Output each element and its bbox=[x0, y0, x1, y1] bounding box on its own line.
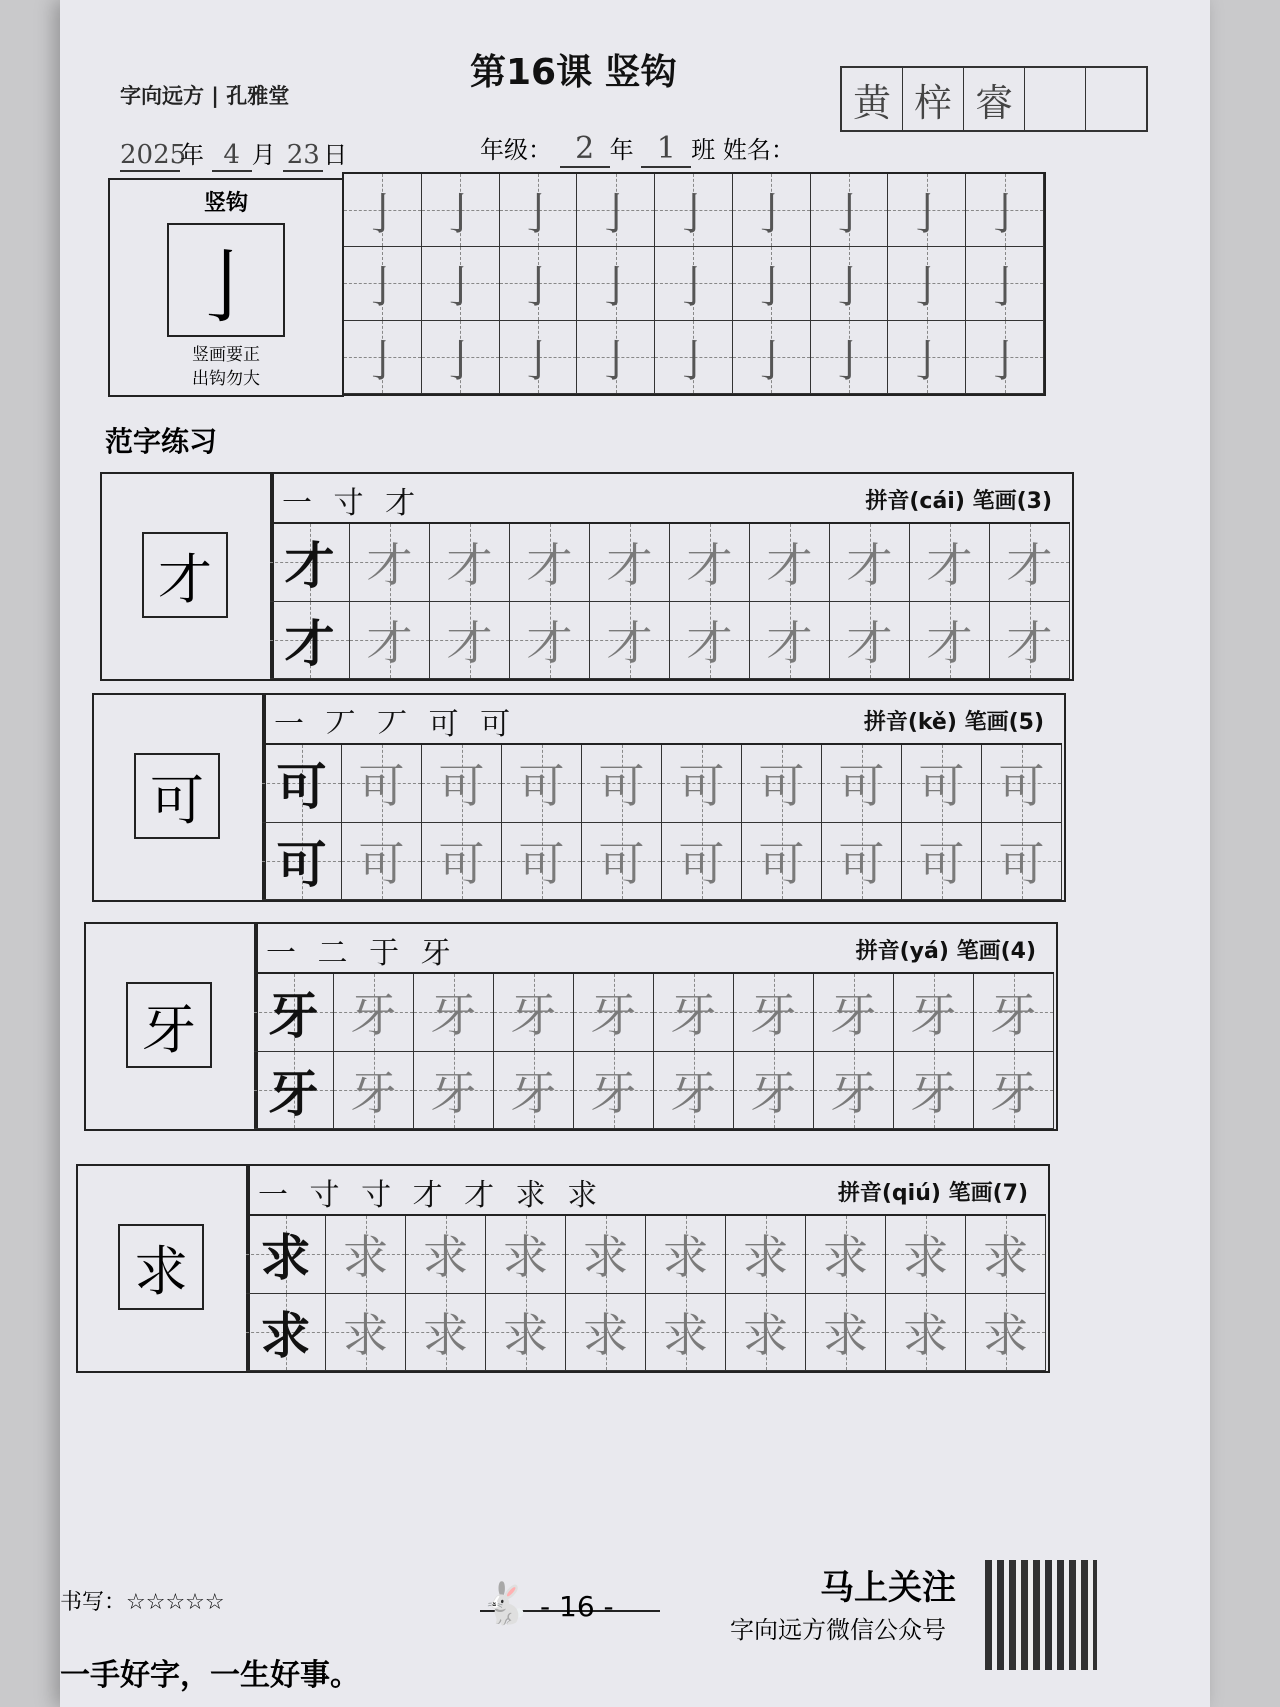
char-practice-cell[interactable] bbox=[726, 1216, 806, 1294]
date-month: 4 bbox=[212, 140, 252, 172]
stroke-demo-diagram bbox=[167, 223, 285, 337]
stroke-practice-cell[interactable] bbox=[500, 321, 578, 394]
stroke-practice-cell[interactable] bbox=[577, 247, 655, 320]
char-practice-area bbox=[254, 922, 1058, 1131]
stroke-practice-glyph: 亅 bbox=[593, 335, 638, 387]
char-trace: 才 bbox=[526, 538, 573, 593]
char-model-copy: 才 bbox=[284, 613, 335, 673]
year-label: 年 bbox=[180, 141, 204, 169]
char-trace: 可 bbox=[678, 836, 725, 891]
char-trace: 才 bbox=[606, 538, 653, 593]
stroke-practice-cell[interactable] bbox=[888, 174, 966, 247]
char-practice-cell[interactable] bbox=[342, 823, 422, 901]
char-model-glyph: 牙 bbox=[126, 982, 212, 1068]
strokes-label: 笔画(3) bbox=[972, 489, 1052, 514]
char-practice-grid bbox=[270, 522, 1070, 679]
pinyin-strokes bbox=[865, 484, 1052, 515]
char-practice-cell[interactable] bbox=[734, 974, 814, 1052]
char-trace: 牙 bbox=[990, 1065, 1037, 1120]
pinyin-strokes bbox=[856, 934, 1036, 965]
char-practice-cell[interactable] bbox=[726, 1294, 806, 1372]
stroke-practice-cell[interactable] bbox=[655, 321, 733, 394]
char-model-glyph: 可 bbox=[134, 753, 220, 839]
pinyin-label: 拼音(cái) bbox=[865, 489, 965, 514]
char-trace: 求 bbox=[982, 1307, 1029, 1362]
stroke-practice-cell[interactable] bbox=[733, 321, 811, 394]
stroke-tip-1: 竖画要正 bbox=[192, 345, 260, 365]
char-practice-grid bbox=[262, 743, 1062, 900]
stroke-practice-glyph: 亅 bbox=[982, 262, 1027, 314]
char-model-copy: 牙 bbox=[268, 1063, 319, 1123]
char-practice-cell[interactable] bbox=[334, 1052, 414, 1130]
char-trace: 才 bbox=[766, 538, 813, 593]
stroke-practice-cell[interactable] bbox=[655, 174, 733, 247]
stroke-practice-glyph: 亅 bbox=[515, 335, 560, 387]
char-model-copy: 牙 bbox=[268, 986, 319, 1046]
char-practice-cell[interactable] bbox=[262, 823, 342, 901]
rabbit-icon: 🐇 bbox=[480, 1581, 530, 1627]
stroke-practice-cell[interactable] bbox=[733, 247, 811, 320]
char-practice-cell[interactable] bbox=[894, 974, 974, 1052]
char-practice-cell[interactable] bbox=[262, 745, 342, 823]
char-trace: 可 bbox=[438, 836, 485, 891]
stroke-practice-glyph: 亅 bbox=[749, 335, 794, 387]
writing-rating bbox=[60, 1585, 225, 1616]
char-practice-cell[interactable] bbox=[510, 602, 590, 680]
char-trace: 才 bbox=[1006, 615, 1053, 670]
char-trace: 可 bbox=[518, 836, 565, 891]
char-trace: 求 bbox=[902, 1307, 949, 1362]
char-practice-cell[interactable] bbox=[974, 1052, 1054, 1130]
stroke-practice-cell[interactable] bbox=[966, 321, 1044, 394]
pinyin-label: 拼音(kě) bbox=[863, 710, 957, 735]
strokes-label: 笔画(4) bbox=[956, 939, 1036, 964]
name-char-5 bbox=[1086, 68, 1146, 130]
stroke-practice-glyph: 亅 bbox=[360, 189, 405, 241]
char-trace: 牙 bbox=[350, 1065, 397, 1120]
stroke-practice-cell[interactable] bbox=[966, 174, 1044, 247]
stroke-practice-glyph: 亅 bbox=[593, 189, 638, 241]
stroke-practice-glyph: 亅 bbox=[749, 262, 794, 314]
name-char-1: 黄 bbox=[842, 68, 903, 130]
char-practice-cell[interactable] bbox=[590, 524, 670, 602]
char-practice-cell[interactable] bbox=[662, 823, 742, 901]
char-practice-area bbox=[262, 693, 1066, 902]
stroke-practice-cell[interactable] bbox=[500, 174, 578, 247]
char-practice-cell[interactable] bbox=[742, 823, 822, 901]
char-practice-cell[interactable] bbox=[670, 524, 750, 602]
follow-label: 马上关注 bbox=[820, 1568, 956, 1608]
char-practice-cell[interactable] bbox=[342, 745, 422, 823]
char-practice-cell[interactable] bbox=[502, 823, 582, 901]
stroke-practice-glyph: 亅 bbox=[438, 189, 483, 241]
char-practice-cell[interactable] bbox=[654, 974, 734, 1052]
char-model-box bbox=[76, 1164, 250, 1373]
char-practice-cell[interactable] bbox=[270, 524, 350, 602]
stroke-order: 一 丆 丆 可 可 bbox=[274, 707, 517, 742]
stroke-practice-glyph: 亅 bbox=[827, 335, 872, 387]
char-trace: 牙 bbox=[430, 1065, 477, 1120]
char-trace: 才 bbox=[446, 538, 493, 593]
char-trace: 可 bbox=[998, 836, 1045, 891]
char-trace: 可 bbox=[598, 836, 645, 891]
char-practice-cell[interactable] bbox=[830, 524, 910, 602]
stroke-practice-cell[interactable] bbox=[344, 247, 422, 320]
char-practice-grid bbox=[254, 972, 1054, 1129]
char-practice-cell[interactable] bbox=[494, 1052, 574, 1130]
char-practice-cell[interactable] bbox=[886, 1216, 966, 1294]
strokes-label: 笔画(7) bbox=[948, 1181, 1028, 1206]
stroke-practice-cell[interactable] bbox=[422, 174, 500, 247]
char-practice-cell[interactable] bbox=[574, 1052, 654, 1130]
char-practice-cell[interactable] bbox=[910, 524, 990, 602]
char-model-box bbox=[84, 922, 258, 1131]
stroke-practice-cell[interactable] bbox=[422, 247, 500, 320]
char-practice-cell[interactable] bbox=[590, 602, 670, 680]
name-grid bbox=[840, 66, 1148, 132]
grade-value: 2 bbox=[560, 131, 610, 168]
stroke-practice-cell[interactable] bbox=[888, 247, 966, 320]
class-value: 1 bbox=[641, 131, 691, 168]
char-trace: 牙 bbox=[510, 988, 557, 1043]
char-trace: 可 bbox=[758, 759, 805, 814]
char-trace: 求 bbox=[582, 1230, 629, 1285]
char-practice-cell[interactable] bbox=[982, 823, 1062, 901]
char-practice-area bbox=[270, 472, 1074, 681]
char-trace: 求 bbox=[342, 1230, 389, 1285]
stroke-demo-title: 竖钩 bbox=[203, 191, 248, 216]
char-trace: 才 bbox=[366, 538, 413, 593]
char-practice-cell[interactable] bbox=[742, 745, 822, 823]
stroke-practice-cell[interactable] bbox=[500, 247, 578, 320]
char-trace: 求 bbox=[422, 1230, 469, 1285]
char-practice-cell[interactable] bbox=[654, 1052, 734, 1130]
char-practice-cell[interactable] bbox=[414, 974, 494, 1052]
char-practice-cell[interactable] bbox=[414, 1052, 494, 1130]
char-practice-cell[interactable] bbox=[502, 745, 582, 823]
char-model-box bbox=[92, 693, 266, 902]
char-trace: 求 bbox=[502, 1307, 549, 1362]
stroke-practice-glyph: 亅 bbox=[360, 262, 405, 314]
char-practice-cell[interactable] bbox=[486, 1294, 566, 1372]
char-trace: 牙 bbox=[910, 988, 957, 1043]
stroke-practice-glyph: 亅 bbox=[749, 189, 794, 241]
pinyin-strokes bbox=[838, 1176, 1028, 1207]
char-practice-cell[interactable] bbox=[406, 1216, 486, 1294]
account-label: 字向远方微信公众号 bbox=[730, 1616, 946, 1644]
char-trace: 可 bbox=[838, 836, 885, 891]
char-model-copy: 可 bbox=[276, 757, 327, 817]
char-trace: 才 bbox=[926, 615, 973, 670]
char-practice-cell[interactable] bbox=[982, 745, 1062, 823]
char-model-box bbox=[100, 472, 274, 681]
char-practice-cell[interactable] bbox=[246, 1294, 326, 1372]
char-practice-cell[interactable] bbox=[886, 1294, 966, 1372]
stroke-practice-cell[interactable] bbox=[966, 247, 1044, 320]
char-practice-cell[interactable] bbox=[326, 1216, 406, 1294]
char-practice-cell[interactable] bbox=[734, 1052, 814, 1130]
char-trace: 求 bbox=[662, 1307, 709, 1362]
char-practice-cell[interactable] bbox=[254, 1052, 334, 1130]
char-trace: 求 bbox=[982, 1230, 1029, 1285]
char-trace: 才 bbox=[766, 615, 813, 670]
char-practice-cell[interactable] bbox=[902, 823, 982, 901]
stroke-demo-box bbox=[108, 178, 344, 397]
char-practice-cell[interactable] bbox=[582, 823, 662, 901]
char-practice-cell[interactable] bbox=[974, 974, 1054, 1052]
char-trace: 才 bbox=[926, 538, 973, 593]
char-practice-cell[interactable] bbox=[510, 524, 590, 602]
stroke-tip-2: 出钩勿大 bbox=[192, 369, 260, 389]
char-trace: 求 bbox=[742, 1307, 789, 1362]
stroke-practice-glyph: 亅 bbox=[904, 335, 949, 387]
stroke-practice-glyph: 亅 bbox=[827, 262, 872, 314]
char-trace: 可 bbox=[358, 759, 405, 814]
page-title: 第16课 竖钩 bbox=[470, 52, 677, 93]
char-trace: 可 bbox=[598, 759, 645, 814]
char-practice-cell[interactable] bbox=[574, 974, 654, 1052]
stroke-practice-glyph: 亅 bbox=[438, 335, 483, 387]
stroke-practice-cell[interactable] bbox=[344, 174, 422, 247]
grade-class-line bbox=[480, 130, 795, 168]
stroke-practice-cell[interactable] bbox=[811, 247, 889, 320]
char-trace: 牙 bbox=[590, 988, 637, 1043]
slogan: 一手好字，一生好事。 bbox=[60, 1658, 360, 1693]
char-practice-grid bbox=[246, 1214, 1046, 1371]
stroke-practice-glyph: 亅 bbox=[671, 262, 716, 314]
char-trace: 求 bbox=[822, 1230, 869, 1285]
char-trace: 才 bbox=[366, 615, 413, 670]
char-practice-cell[interactable] bbox=[822, 823, 902, 901]
stroke-order: 一 寸 寸 才 才 求 求 bbox=[258, 1178, 604, 1213]
char-practice-cell[interactable] bbox=[430, 602, 510, 680]
stroke-order: 一 二 于 牙 bbox=[266, 936, 457, 971]
star-rating[interactable]: ☆☆☆☆☆ bbox=[126, 1590, 225, 1615]
char-model-copy: 可 bbox=[276, 834, 327, 894]
stroke-practice-glyph: 亅 bbox=[515, 262, 560, 314]
char-trace: 才 bbox=[1006, 538, 1053, 593]
char-practice-cell[interactable] bbox=[662, 745, 742, 823]
char-trace: 求 bbox=[662, 1230, 709, 1285]
stroke-demo-glyph: 亅 bbox=[186, 240, 266, 334]
char-trace: 才 bbox=[686, 538, 733, 593]
char-practice-cell[interactable] bbox=[814, 1052, 894, 1130]
char-practice-cell[interactable] bbox=[334, 974, 414, 1052]
strokes-label: 笔画(5) bbox=[964, 710, 1044, 735]
char-trace: 才 bbox=[686, 615, 733, 670]
name-char-2: 梓 bbox=[903, 68, 964, 130]
char-trace: 牙 bbox=[430, 988, 477, 1043]
char-trace: 才 bbox=[526, 615, 573, 670]
char-practice-cell[interactable] bbox=[270, 602, 350, 680]
char-trace: 求 bbox=[742, 1230, 789, 1285]
char-trace: 可 bbox=[918, 759, 965, 814]
stroke-practice-glyph: 亅 bbox=[982, 335, 1027, 387]
page-number: - 16 - bbox=[540, 1590, 614, 1623]
char-practice-area bbox=[246, 1164, 1050, 1373]
char-practice-cell[interactable] bbox=[750, 602, 830, 680]
char-trace: 可 bbox=[838, 759, 885, 814]
char-trace: 牙 bbox=[350, 988, 397, 1043]
stroke-practice-glyph: 亅 bbox=[904, 189, 949, 241]
grade-suffix: 年 bbox=[609, 136, 634, 164]
stroke-practice-cell[interactable] bbox=[811, 174, 889, 247]
stroke-practice-glyph: 亅 bbox=[904, 262, 949, 314]
char-model-copy: 求 bbox=[260, 1228, 311, 1288]
char-trace: 可 bbox=[438, 759, 485, 814]
char-practice-cell[interactable] bbox=[326, 1294, 406, 1372]
stroke-practice-grid bbox=[342, 172, 1046, 396]
brand-logo: 字向远方 | 孔雅堂 bbox=[120, 84, 290, 108]
char-practice-cell[interactable] bbox=[430, 524, 510, 602]
stroke-practice-cell[interactable] bbox=[577, 321, 655, 394]
char-trace: 可 bbox=[918, 836, 965, 891]
char-model-glyph: 才 bbox=[142, 532, 228, 618]
char-practice-cell[interactable] bbox=[422, 745, 502, 823]
char-practice-cell[interactable] bbox=[566, 1216, 646, 1294]
char-practice-cell[interactable] bbox=[966, 1294, 1046, 1372]
class-label: 班 bbox=[691, 136, 716, 164]
char-trace: 牙 bbox=[830, 1065, 877, 1120]
char-practice-cell[interactable] bbox=[646, 1294, 726, 1372]
char-trace: 才 bbox=[446, 615, 493, 670]
name-label: 姓名： bbox=[722, 136, 795, 164]
char-trace: 牙 bbox=[670, 988, 717, 1043]
char-practice-cell[interactable] bbox=[246, 1216, 326, 1294]
stroke-practice-cell[interactable] bbox=[888, 321, 966, 394]
char-trace: 牙 bbox=[830, 988, 877, 1043]
char-practice-cell[interactable] bbox=[566, 1294, 646, 1372]
char-trace: 牙 bbox=[750, 1065, 797, 1120]
char-trace: 求 bbox=[582, 1307, 629, 1362]
stroke-practice-glyph: 亅 bbox=[593, 262, 638, 314]
char-practice-cell[interactable] bbox=[494, 974, 574, 1052]
stroke-practice-glyph: 亅 bbox=[438, 262, 483, 314]
writing-label: 书写： bbox=[60, 1590, 127, 1615]
name-char-3: 睿 bbox=[964, 68, 1025, 130]
char-practice-cell[interactable] bbox=[350, 524, 430, 602]
char-practice-cell[interactable] bbox=[254, 974, 334, 1052]
char-trace: 可 bbox=[518, 759, 565, 814]
grade-label: 年级： bbox=[480, 136, 552, 164]
stroke-practice-glyph: 亅 bbox=[827, 189, 872, 241]
char-trace: 求 bbox=[902, 1230, 949, 1285]
char-model-copy: 求 bbox=[260, 1305, 311, 1365]
stroke-practice-glyph: 亅 bbox=[671, 189, 716, 241]
qr-code[interactable] bbox=[985, 1560, 1097, 1670]
char-trace: 牙 bbox=[510, 1065, 557, 1120]
char-practice-cell[interactable] bbox=[406, 1294, 486, 1372]
char-trace: 可 bbox=[998, 759, 1045, 814]
date-day: 23 bbox=[283, 140, 323, 172]
char-practice-cell[interactable] bbox=[814, 974, 894, 1052]
char-practice-cell[interactable] bbox=[806, 1216, 886, 1294]
char-practice-cell[interactable] bbox=[646, 1216, 726, 1294]
name-char-4 bbox=[1025, 68, 1086, 130]
char-practice-cell[interactable] bbox=[910, 602, 990, 680]
char-practice-cell[interactable] bbox=[670, 602, 750, 680]
stroke-order: 一 寸 才 bbox=[282, 486, 422, 521]
char-practice-cell[interactable] bbox=[806, 1294, 886, 1372]
char-practice-cell[interactable] bbox=[990, 524, 1070, 602]
practice-title: 范字练习 bbox=[105, 425, 218, 458]
worksheet-page bbox=[60, 0, 1210, 1707]
char-practice-cell[interactable] bbox=[350, 602, 430, 680]
char-practice-cell[interactable] bbox=[422, 823, 502, 901]
pinyin-label: 拼音(qiú) bbox=[837, 1181, 941, 1206]
char-trace: 求 bbox=[502, 1230, 549, 1285]
char-trace: 牙 bbox=[670, 1065, 717, 1120]
char-practice-cell[interactable] bbox=[750, 524, 830, 602]
char-trace: 可 bbox=[758, 836, 805, 891]
date-year: 2025 bbox=[120, 140, 187, 170]
stroke-practice-cell[interactable] bbox=[733, 174, 811, 247]
stroke-practice-cell[interactable] bbox=[811, 321, 889, 394]
char-trace: 求 bbox=[342, 1307, 389, 1362]
char-trace: 牙 bbox=[590, 1065, 637, 1120]
char-practice-cell[interactable] bbox=[582, 745, 662, 823]
char-practice-cell[interactable] bbox=[894, 1052, 974, 1130]
day-label: 日 bbox=[323, 141, 348, 169]
char-trace: 求 bbox=[422, 1307, 469, 1362]
pinyin-label: 拼音(yá) bbox=[855, 939, 949, 964]
stroke-practice-glyph: 亅 bbox=[515, 189, 560, 241]
char-trace: 才 bbox=[846, 615, 893, 670]
stroke-practice-cell[interactable] bbox=[577, 174, 655, 247]
stroke-practice-glyph: 亅 bbox=[671, 335, 716, 387]
month-label: 月 bbox=[251, 141, 276, 169]
char-trace: 牙 bbox=[750, 988, 797, 1043]
char-trace: 可 bbox=[678, 759, 725, 814]
char-model-copy: 才 bbox=[284, 536, 335, 596]
char-trace: 牙 bbox=[910, 1065, 957, 1120]
char-practice-cell[interactable] bbox=[486, 1216, 566, 1294]
char-practice-cell[interactable] bbox=[822, 745, 902, 823]
char-practice-cell[interactable] bbox=[990, 602, 1070, 680]
pinyin-strokes bbox=[864, 705, 1044, 736]
char-practice-cell[interactable] bbox=[902, 745, 982, 823]
char-trace: 可 bbox=[358, 836, 405, 891]
char-practice-cell[interactable] bbox=[966, 1216, 1046, 1294]
char-trace: 求 bbox=[822, 1307, 869, 1362]
char-trace: 才 bbox=[606, 615, 653, 670]
char-model-glyph: 求 bbox=[118, 1224, 204, 1310]
stroke-practice-cell[interactable] bbox=[655, 247, 733, 320]
stroke-practice-cell[interactable] bbox=[344, 321, 422, 394]
char-practice-cell[interactable] bbox=[830, 602, 910, 680]
date-line bbox=[120, 135, 347, 172]
stroke-practice-cell[interactable] bbox=[422, 321, 500, 394]
char-trace: 牙 bbox=[990, 988, 1037, 1043]
stroke-practice-glyph: 亅 bbox=[982, 189, 1027, 241]
stroke-practice-glyph: 亅 bbox=[360, 335, 405, 387]
char-trace: 才 bbox=[846, 538, 893, 593]
